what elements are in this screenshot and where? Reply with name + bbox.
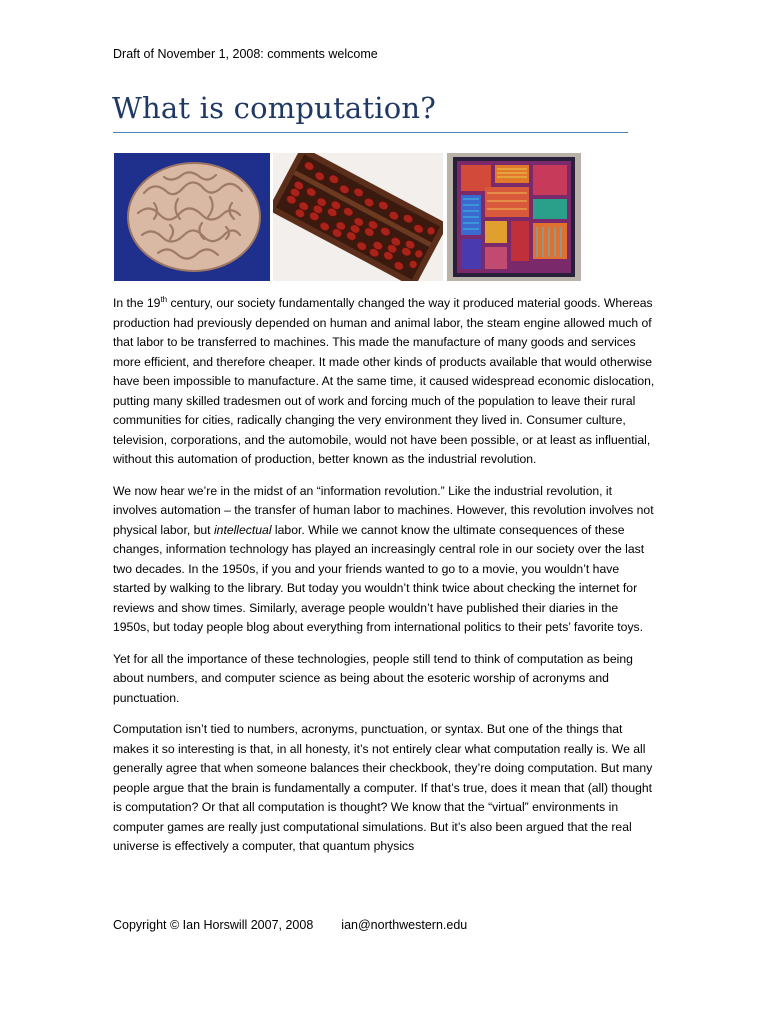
paragraph-1-start: In the 19 (113, 296, 161, 310)
paragraph-1-rest: century, our society fundamentally changed the way it produced material goods. Whereas production had previously depended on human and animal labor, the steam engine allowed much of that labor to be transferred to machines. This made the manufacture of many goods and services more efficient, and therefore cheaper. It made other kinds of products available that would otherwise have been impossible to manufacture. At the same time, it caused widespread economic dislocation, putting many skilled tradesmen out of work and forcing much of the population to leave their rural communities for cities, radically changing the very environment they lived in. Consumer culture, television, corporations, and the automobile, would not have been possible, or at least as influential, without this automation of production, better known as the industrial revolution. (113, 296, 655, 466)
paragraph-3: Yet for all the importance of these technologies, people still tend to think of computation as being about numbers, and computer science as being about the esoteric worship of acronyms and punctuation. (113, 651, 633, 705)
ordinal-suffix: th (160, 294, 168, 304)
article-body (113, 294, 658, 869)
microchip-image (447, 153, 581, 281)
paragraph-2-rest: labor. While we cannot know the ultimate consequences of these changes, information technology has played an increasingly central role in our society over the last two decades. In the 1950s, if you and your friends wanted to go to a movie, you wouldn’t have started by walking to the library. But today you wouldn’t think twice about checking the internet for reviews and show times. Similarly, average people wouldn’t have published their diaries in the 1950s, but today people blog about everything from international politics to their pets’ favorite toys. (113, 522, 645, 634)
paragraph-2 (113, 482, 658, 638)
abacus-image (273, 153, 443, 281)
page-title: What is computation? (112, 91, 437, 125)
page-footer (113, 917, 467, 933)
abacus-icon (273, 153, 443, 281)
paragraph-4: Computation isn’t tied to numbers, acronyms, punctuation, or syntax. But one of the things that makes it so interesting is that, in all honesty, it’s not entirely clear what computation really is. We all generally agree that when someone balances their checkbook, they’re doing computation. But many people argue that the brain is fundamentally a computer. If that’s true, does it mean that (all) thought is computation? Or that all computation is thought? We know that the “virtual” environments in computer games are really just computational simulations. But it’s also been argued that the real universe is effectively a computer, that quantum physics (113, 722, 653, 853)
emphasis-word: intellectual (213, 522, 272, 537)
paragraph-2-start: We now hear we’re in the midst of an “information revolution.” Like the industrial revolution, it involves automation – the transfer of human labor to machines. However, this revolution involves not physical labor, but (113, 483, 654, 537)
copyright-notice: Copyright © Ian Horswill 2007, 2008 (113, 918, 314, 932)
brain-image (114, 153, 270, 281)
draft-note: Draft of November 1, 2008: comments welcome (113, 47, 378, 61)
author-email: ian@northwestern.edu (341, 918, 468, 932)
paragraph-1 (113, 294, 658, 470)
brain-icon (114, 153, 270, 281)
microchip-icon (447, 153, 581, 281)
title-divider (113, 132, 628, 133)
